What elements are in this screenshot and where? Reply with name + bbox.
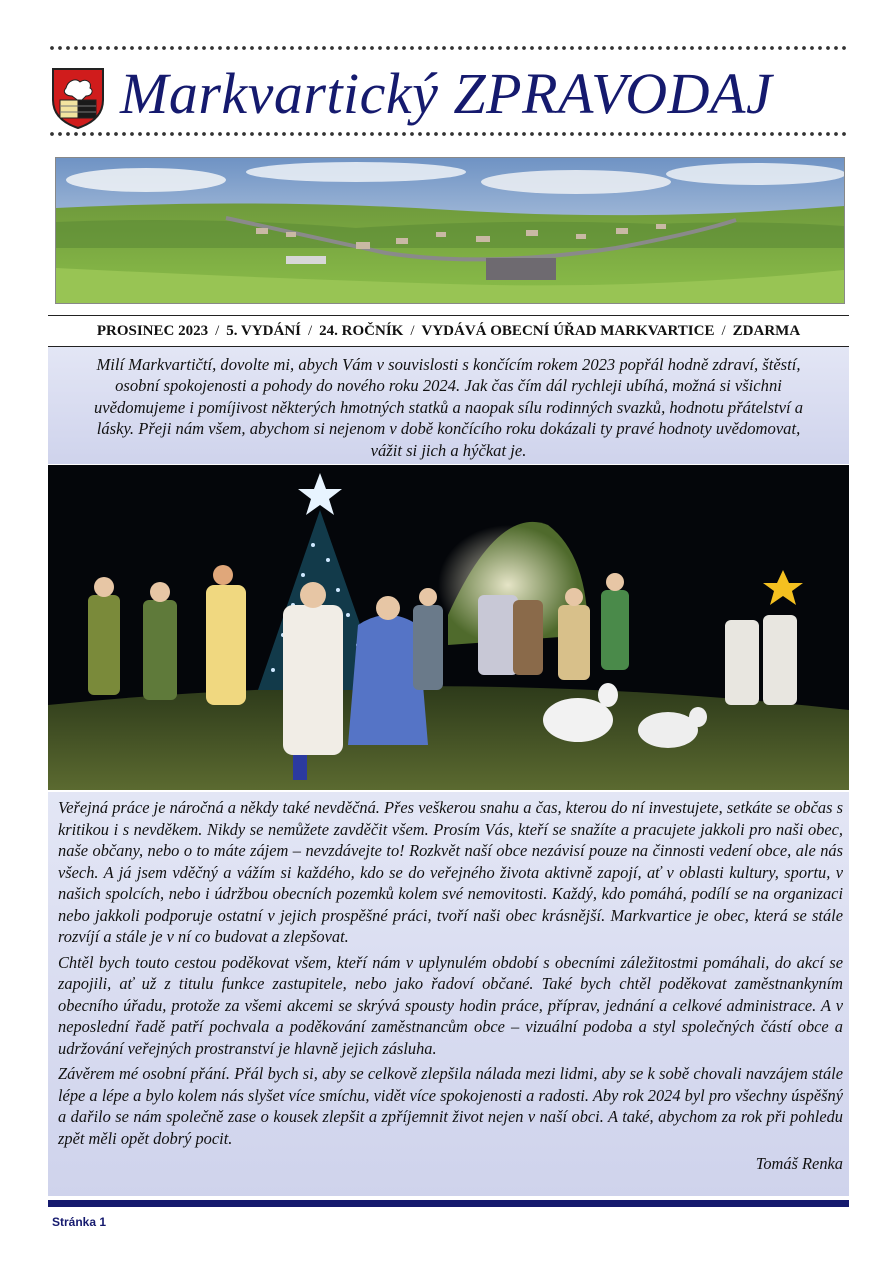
issue-info-bar: PROSINEC 2023 / 5. VYDÁNÍ / 24. ROČNÍK / VYDÁVÁ OBECNÍ ÚŘAD MARKVARTICE / ZDARMA (48, 315, 849, 347)
ornamental-border-bottom (48, 130, 849, 138)
village-panorama-photo (55, 157, 845, 304)
coat-of-arms-icon (50, 66, 106, 130)
issue-publisher: VYDÁVÁ OBECNÍ ÚŘAD MARKVARTICE (421, 322, 715, 339)
issue-price: ZDARMA (732, 322, 801, 339)
footer-rule (48, 1200, 849, 1207)
issue-date: PROSINEC 2023 (96, 322, 209, 339)
author-signature: Tomáš Renka (755, 1154, 843, 1173)
ornamental-border-top (48, 44, 849, 52)
body-paragraph-3: Závěrem mé osobní přání. Přál bych si, aby se celkově zlepšila nálada mezi lidmi, aby se k sobě chovali navzájem stále lépe a lépe a bylo kolem nás slyšet více smíchu, vidět více spokojenosti a radosti. Aby rok 2024 byl pro všechny úspěšný a dařilo se nám společně zase o kousek zlepšit a zpříjemnit život nejen v naší obci. A také, abychom za rok při pohledu zpět měli opět dobrý pocit. (58, 1064, 843, 1148)
issue-volume: 24. ROČNÍK (319, 322, 404, 339)
body-paragraph-2: Chtěl bych touto cestou poděkovat všem, kteří nám v uplynulém období s obecními záležitostmi pomáhali, do akcí se zapojili, ať už z titulu funkce zastupitele, nebo jako řadoví občané. Také bych chtěl poděkovat zaměstnankyním obecního úřadu, protože za všemi akcemi se skrývá spousty hodin práce, příprav, jednání a celkové administrace. A v neposlední řadě patří pochvala a poděkování zaměstnancům obce – vizuální podoba a styl společných částí obce a udržování veřejných prostranství je hlavně jejich zásluha. (58, 952, 843, 1058)
body-paragraph-1: Veřejná práce je náročná a někdy také nevděčná. Přes veškerou snahu a čas, kterou do ní investujete, setkáte se občas s kritikou i s nevděkem. Nikdy se nemůžete zavděčit všem. Prosím Vás, kteří se snažíte a pracujete jakkoli pro naši obec, naše občany, nebo o to máte zájem – nevzdávejte to! Rozkvět naší obce nezávisí pouze na činnosti vedení obce, ale nás všech. A já jsem vděčný a vážím si každého, kdo se do veřejného života aktivně zapojí, ať v oblasti kultury, sportu, v našich spolcích, nebo i údržbou obecních pozemků kolem své nemovitosti. Každý, kdo pomáhá, podílí se na organizaci nebo jakkoli podporuje ostatní v jejich prospěšné práci, tvoří naši obec krásnější. Markvartice je obec, která se stále rozvíjí a stále je v ní co budovat a zlepšovat. (58, 798, 843, 946)
masthead-title: Markvartický ZPRAVODAJ (120, 61, 773, 126)
page-number: Stránka 1 (52, 1215, 107, 1229)
issue-edition: 5. VYDÁNÍ (226, 322, 301, 339)
editorial-body (48, 792, 849, 1196)
greeting-paragraph: Milí Markvartičtí, dovolte mi, abych Vám v souvislosti s končícím rokem 2023 popřál hodně zdraví, štěstí, osobní spokojenosti a pohody do nového roku 2024. Jak čas čím dál rychleji ubíhá, možná si všichni uvědomujeme i pomíjivost některých hmotných statků a naopak sílu rodinných svazků, hodnotu přátelství a lásky. Přeji nám všem, abychom si nejenom v době končícího roku dokázali ty pravé hodnoty uvědomovat, vážit si jich a hýčkat je. (48, 347, 849, 464)
nativity-scene-photo (48, 465, 849, 790)
